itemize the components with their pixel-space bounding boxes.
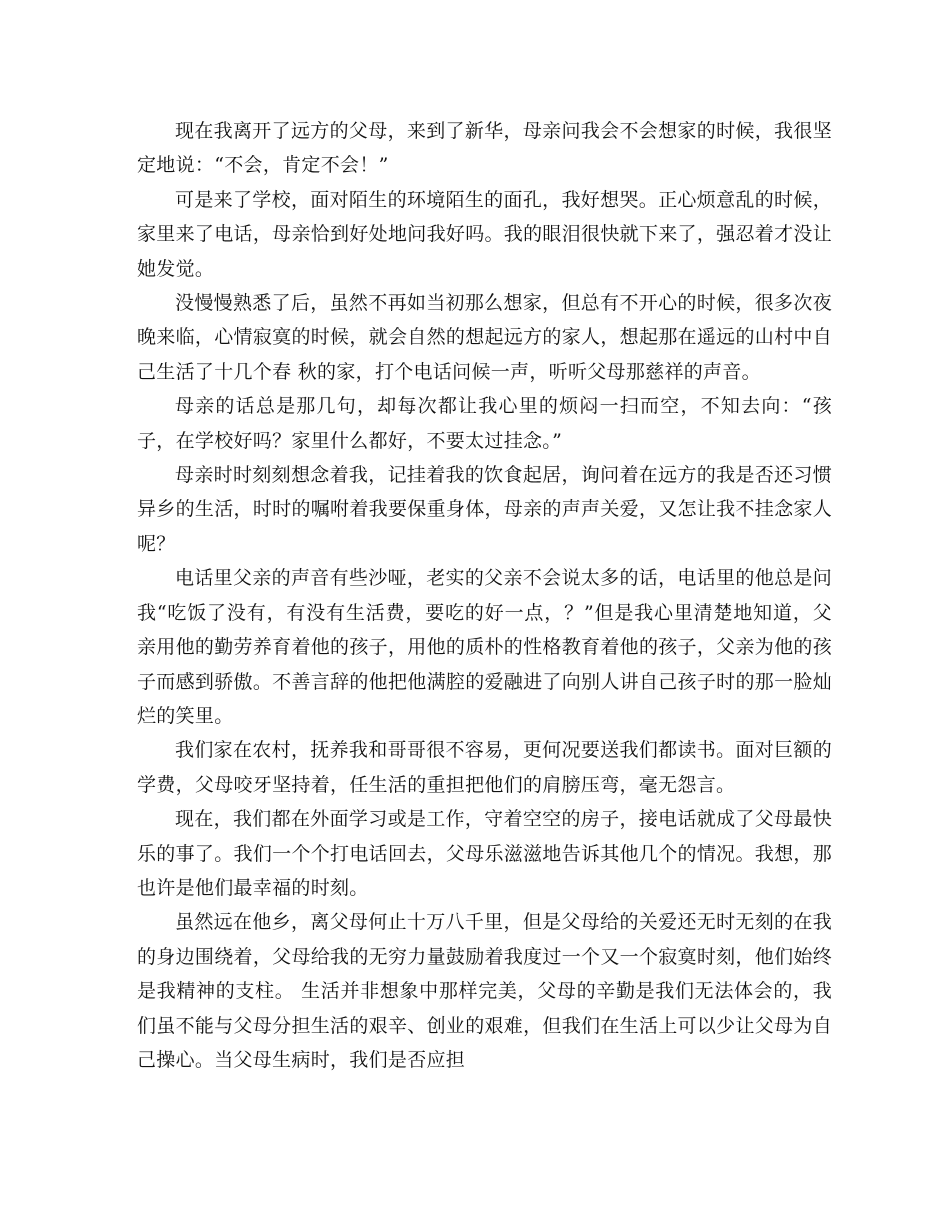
paragraph-4: 母亲的话总是那几句，却每次都让我心里的烦闷一扫而空，不知去向：“孩子，在学校好吗？家里什么都好，不要太过挂念。”	[137, 395, 832, 452]
paragraph-1: 现在我离开了远方的父母，来到了新华，母亲问我会不会想家的时候，我很坚定地说：“不会，肯定不会！”	[137, 120, 832, 177]
paragraph-8: 现在，我们都在外面学习或是工作，守着空空的房子，接电话就成了父母最快乐的事了。我们一个个打电话回去，父母乐滋滋地告诉其他几个的情况。我想，那也许是他们最幸福的时刻。	[137, 808, 832, 899]
paragraph-7: 我们家在农村，抚养我和哥哥很不容易，更何况要送我们都读书。面对巨额的学费，父母咬牙坚持着，任生活的重担把他们的肩膀压弯，毫无怨言。	[137, 739, 832, 796]
paragraph-9: 虽然远在他乡，离父母何止十万八千里，但是父母给的关爱还无时无刻的在我的身边围绕着，父母给我的无穷力量鼓励着我度过一个又一个寂寞时刻，他们始终是我精神的支柱。 生活并非想象中那样完美，父母的辛勤是我们无法体会的，我们虽不能与父母分担生活的艰辛、创业的艰难，但我们在生活上可以少让父母为自己操心。当父母生病时，我们是否应担	[137, 911, 832, 1071]
paragraph-6: 电话里父亲的声音有些沙哑，老实的父亲不会说太多的话，电话里的他总是问我“吃饭了没有，有没有生活费，要吃的好一点，？”但是我心里清楚地知道，父亲用他的勤劳养育着他的孩子，用他的质朴的性格教育着他的孩子，父亲为他的孩子而感到骄傲。不善言辞的他把他满腔的爱融进了向别人讲自己孩子时的那一脸灿烂的笑里。	[137, 567, 832, 727]
paragraph-3: 没慢慢熟悉了后，虽然不再如当初那么想家，但总有不开心的时候，很多次夜晚来临，心情寂寞的时候，就会自然的想起远方的家人，想起那在遥远的山村中自己生活了十几个春 秋的家，打个电话问候一声，听听父母那慈祥的声音。	[137, 292, 832, 383]
paragraph-5: 母亲时时刻刻想念着我，记挂着我的饮食起居，询问着在远方的我是否还习惯异乡的生活，时时的嘱咐着我要保重身体，母亲的声声关爱，又怎让我不挂念家人呢？	[137, 464, 832, 555]
paragraph-2: 可是来了学校，面对陌生的环境陌生的面孔，我好想哭。正心烦意乱的时候，家里来了电话，母亲恰到好处地问我好吗。我的眼泪很快就下来了，强忍着才没让她发觉。	[137, 188, 832, 280]
document-body	[137, 114, 832, 1077]
